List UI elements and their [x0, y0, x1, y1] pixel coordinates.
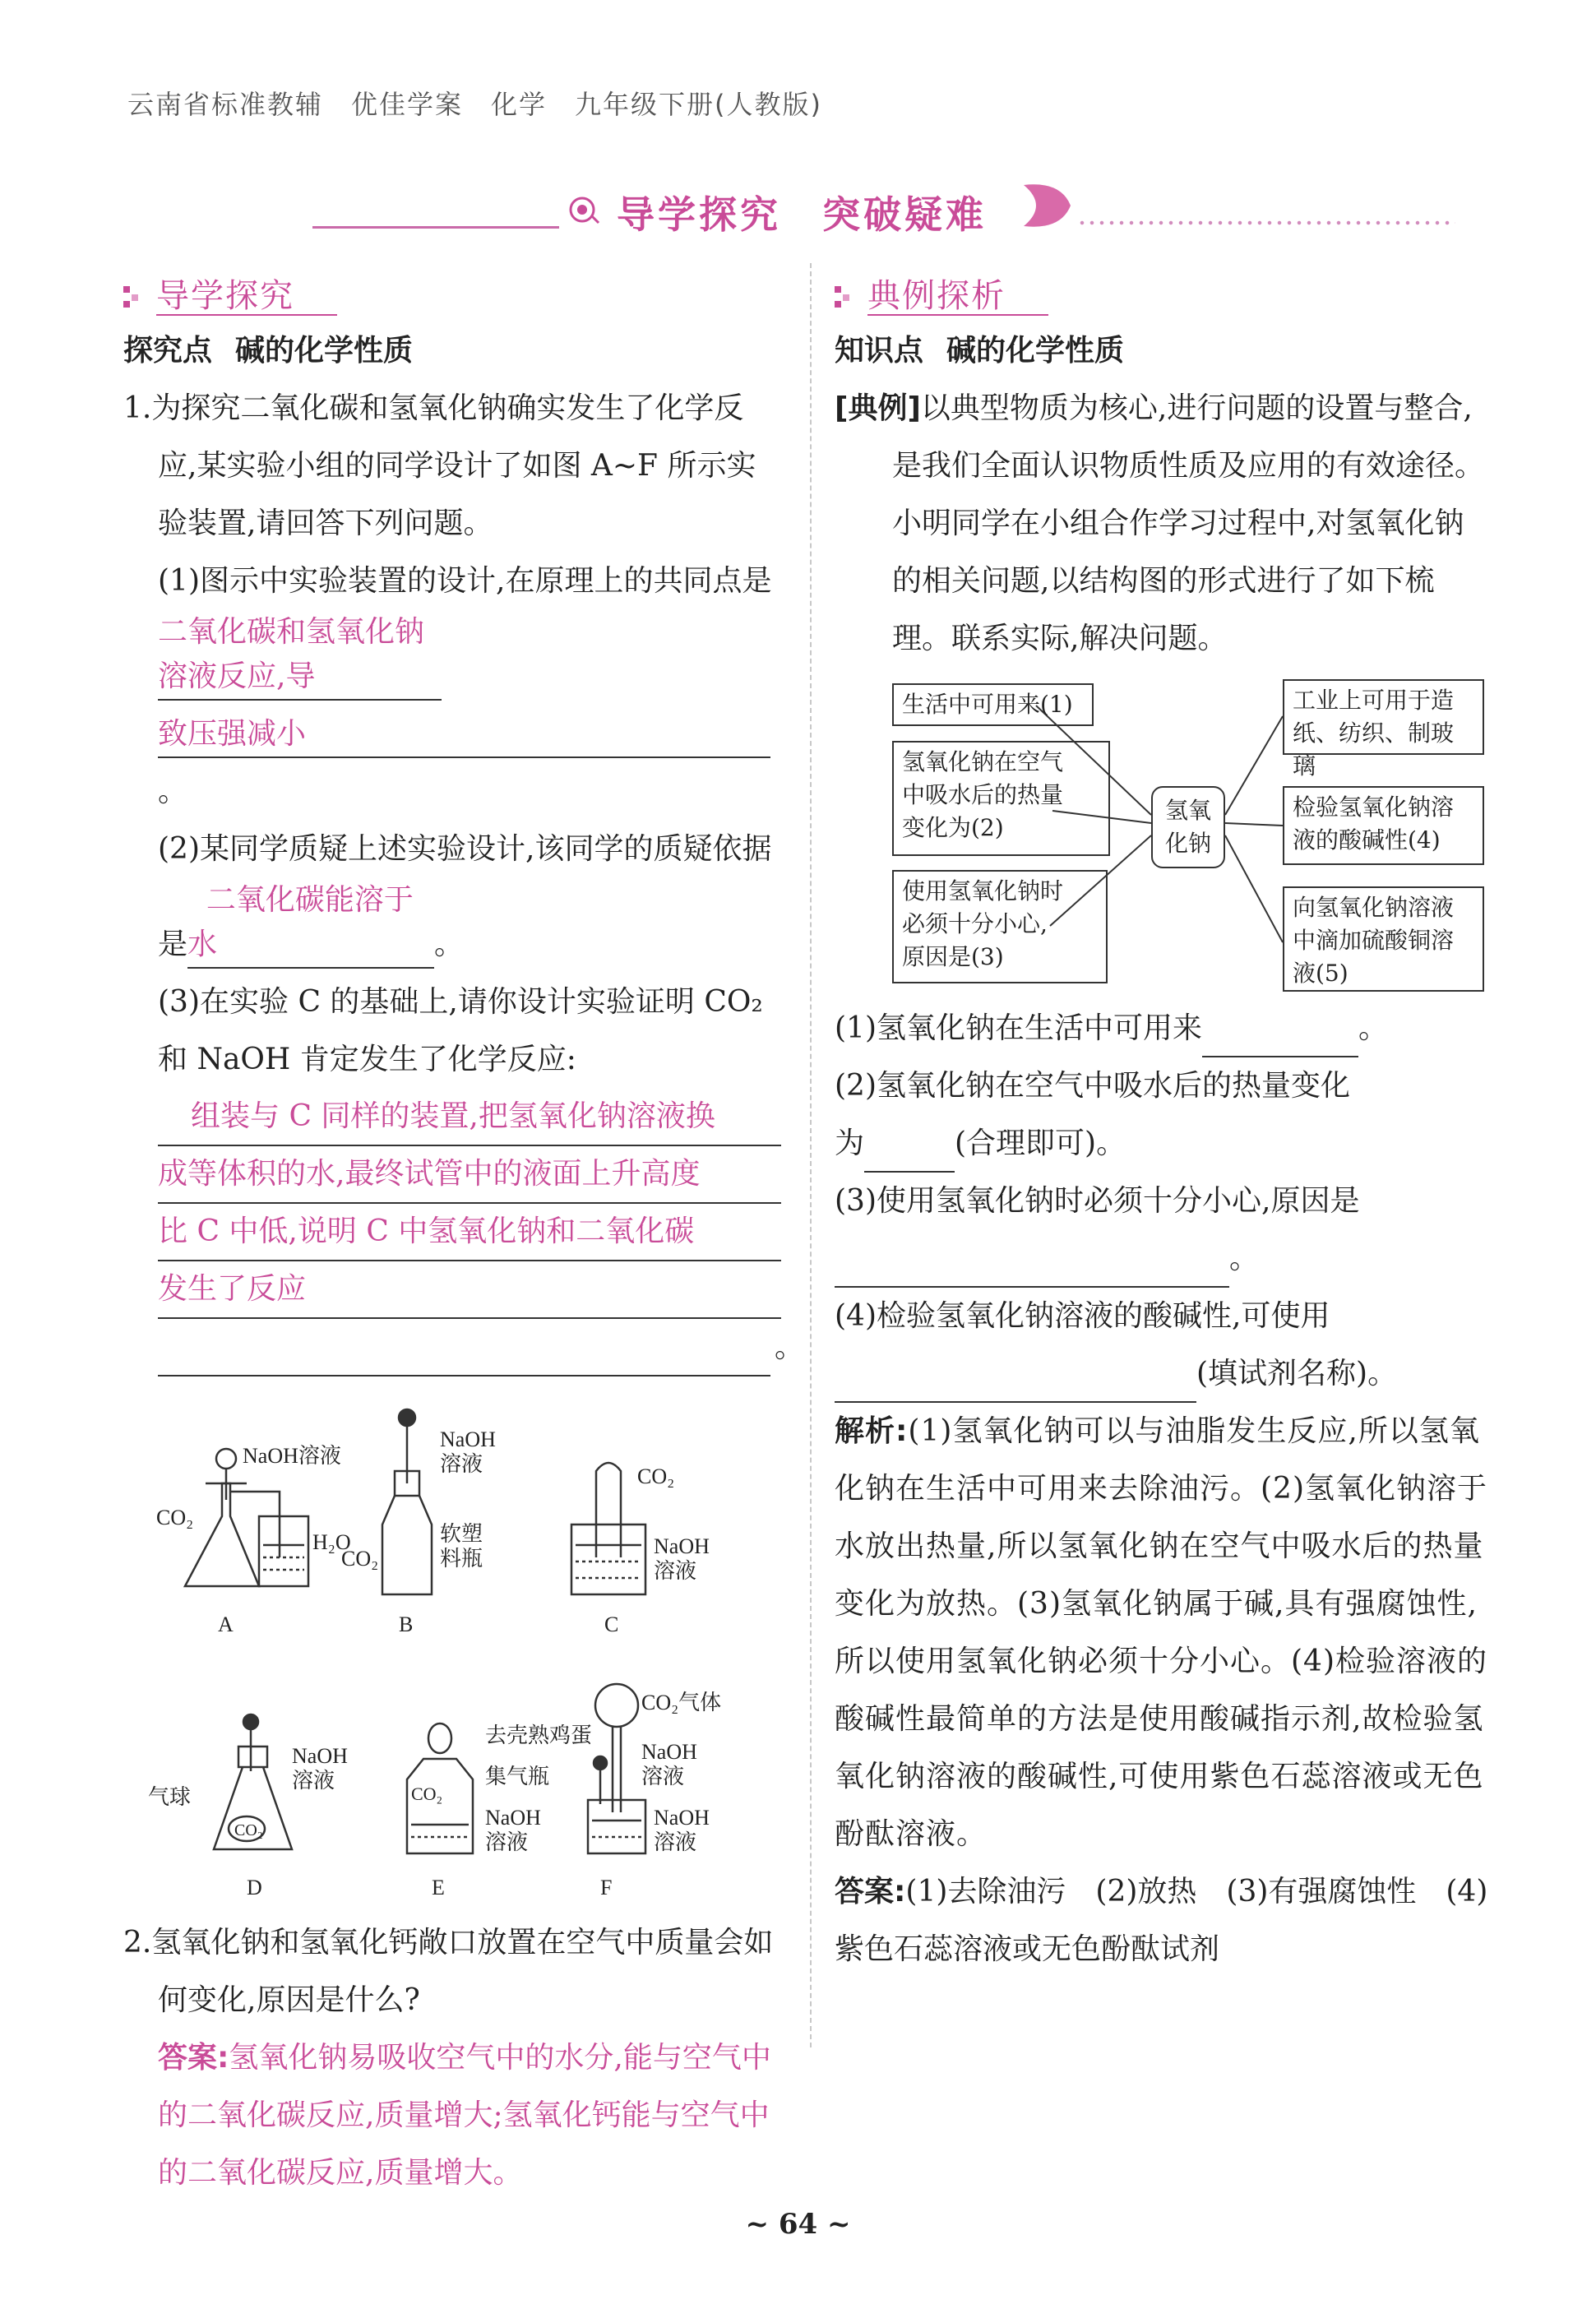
point-title: 碱的化学性质	[946, 334, 1125, 368]
point-title: 碱的化学性质	[235, 334, 414, 368]
right-answer	[835, 1863, 1492, 1978]
label-solution: 溶液	[654, 1559, 697, 1583]
banner-dots	[1077, 218, 1455, 228]
answer-line: 成等体积的水,最终试管中的液面上升高度	[158, 1146, 781, 1204]
answer-line-last	[158, 1319, 805, 1376]
label-co2: CO₂	[637, 1464, 675, 1488]
label-naoh: NaOH	[440, 1427, 496, 1451]
sentence-end: 。	[158, 775, 188, 808]
diagram-box-heat-change: 氢氧化钠在空气 中吸水后的热量 变化为(2)	[892, 741, 1110, 856]
apparatus-a	[156, 1444, 351, 1636]
banner-title: 导学探究 突破疑难	[617, 192, 987, 237]
figure-label: E	[432, 1876, 445, 1899]
section-banner	[312, 169, 1480, 243]
right-q2: (2)氢氧化钠在空气中吸水后的热量变化 为 (合理即可)。	[835, 1057, 1492, 1173]
label-solution-beaker: 溶液	[654, 1830, 697, 1854]
right-q4: (4)检验氢氧化钠溶液的酸碱性,可使用 (填试剂名称)。	[835, 1288, 1492, 1403]
answer-text: 氢氧化钠易吸收空气中的水分,能与空气中的二氧化碳反应,质量增大;氢氧化钙能与空气中的二氧化碳反应,质量增大。	[158, 2041, 771, 2190]
label-naoh: NaOH溶液	[243, 1444, 341, 1468]
right-q1: (1)氢氧化钠在生活中可用来 。	[835, 1000, 1492, 1057]
sub-question-text: (3)在实验 C 的基础上,请你设计实验证明 CO₂ 和 NaOH 肯定发生了化学反应:	[158, 985, 763, 1076]
label-naoh: NaOH	[292, 1744, 348, 1768]
figure-label: A	[218, 1612, 234, 1636]
banner-swirl-icon	[1020, 177, 1077, 234]
section-mark-icon	[835, 286, 853, 308]
diagram-box-caution: 使用氢氧化钠时 必须十分小心, 原因是(3)	[892, 870, 1108, 983]
example-text: 以典型物质为核心,进行问题的设置与整合,是我们全面认识物质性质及应用的有效途径。小明同学在小组合作学习过程中,对氢氧化钠的相关问题,以结构图的形式进行了如下梳理。联系实际,解决问题。	[892, 391, 1485, 655]
answer-line: 发生了反应	[158, 1261, 781, 1319]
figure-label: C	[604, 1612, 619, 1636]
question-text: 为探究二氧化碳和氢氧化钠确实发生了化学反应,某实验小组的同学设计了如图 A~F 所示实验装置,请回答下列问题。	[151, 391, 756, 540]
sub-question-3	[123, 974, 781, 1089]
label-solution: 溶液	[641, 1765, 685, 1788]
label-bottle: 集气瓶	[485, 1765, 550, 1788]
answer-text: (1)去除油污 (2)放热 (3)有强腐蚀性 (4)紫色石蕊溶液或无色酚酞试剂	[835, 1875, 1488, 1966]
apparatus-c	[571, 1463, 710, 1636]
banner-target-icon	[567, 193, 600, 226]
answer-line: 比 C 中低,说明 C 中氢氧化钠和二氧化碳	[158, 1204, 781, 1261]
answer-text: 致压强减小	[158, 717, 307, 751]
knowledge-point-heading	[835, 322, 1492, 380]
sub-question-1	[123, 553, 781, 821]
structure-diagram	[835, 679, 1492, 992]
label-bottle: 软塑	[440, 1522, 483, 1546]
diagram-box-acidity-test: 检验氢氧化钠溶 液的酸碱性(4)	[1283, 786, 1484, 865]
book-series-header: 云南省标准教辅 优佳学案 化学 九年级下册(人教版)	[127, 89, 822, 120]
label-solution: 溶液	[485, 1830, 529, 1854]
right-q3: (3)使用氢氧化钠时必须十分小心,原因是 。	[835, 1173, 1492, 1288]
left-section-title	[123, 263, 781, 322]
answer-blank	[158, 712, 770, 758]
label-h2o: H₂O	[312, 1530, 351, 1554]
label-solution: 溶液	[292, 1769, 335, 1793]
label-naoh-beaker: NaOH	[654, 1806, 710, 1830]
apparatus-e	[407, 1723, 592, 1899]
example-tag: [典例]	[835, 391, 921, 425]
point-label: 知识点	[835, 334, 924, 368]
analysis-text: (1)氢氧化钠可以与油脂发生反应,所以氢氧化钠在生活中可用来去除油污。(2)氢氧化钠溶于水放出热量,所以氢氧化钠在空气中吸水后的热量变化为放热。(3)氢氧化钠属于碱,具有强腐蚀性,所以使用氢氧化钠必须十分小心。(4)检验溶液的酸碱性最简单的方法是使用酸碱指示剂,故检验氢氧化钠溶液的酸碱性,可使用紫色石蕊溶液或无色酚酞溶液。	[835, 1414, 1487, 1851]
question-2-stem	[123, 1914, 781, 2029]
answer-blank: 二氧化碳和氢氧化钠溶液反应,导	[158, 610, 442, 701]
label-bottle-2: 料瓶	[440, 1547, 483, 1571]
section-title-text: 导学探究	[156, 277, 294, 315]
label-naoh: NaOH	[641, 1740, 697, 1764]
question-text: 氢氧化钠和氢氧化钙敞口放置在空气中质量会如何变化,原因是什么?	[151, 1926, 774, 2017]
section-title-underline	[867, 314, 1048, 316]
label-solution: 溶液	[440, 1452, 483, 1476]
apparatus-d	[148, 1714, 348, 1899]
sentence-end: 。	[775, 1330, 805, 1364]
answer-lines	[123, 1089, 805, 1376]
answer-label: 答案:	[158, 2041, 229, 2075]
section-mark-icon	[123, 286, 141, 308]
sub-question-2	[123, 821, 781, 974]
diagram-center-naoh: 氢氧 化钠	[1151, 786, 1225, 868]
answer-blank	[1202, 1011, 1358, 1057]
apparatus-b	[341, 1409, 496, 1636]
question-2-answer	[123, 2029, 781, 2202]
question-number: 1.	[123, 391, 152, 425]
sub-question-text: (2)某同学质疑上述实验设计,该同学的质疑依据是	[158, 832, 772, 961]
column-divider	[810, 263, 812, 2047]
example-intro	[835, 380, 1492, 668]
label-co2: CO₂	[156, 1506, 194, 1529]
figure-label: B	[399, 1612, 414, 1636]
right-section-title	[835, 263, 1492, 322]
diagram-box-copper-sulfate: 向氢氧化钠溶液 中滴加硫酸铜溶 液(5)	[1283, 886, 1484, 992]
answer-line	[158, 1319, 770, 1376]
right-column	[835, 263, 1492, 1978]
answer-blank	[187, 878, 434, 969]
left-column	[123, 263, 805, 2202]
analysis	[835, 1403, 1492, 1863]
apparatus-figure	[123, 1393, 781, 1919]
page-number: ~ 64 ~	[745, 2208, 851, 2241]
section-title-underline	[156, 314, 337, 316]
question-number: 2.	[123, 1926, 152, 1959]
figure-label: F	[600, 1876, 613, 1899]
answer-label: 答案:	[835, 1875, 906, 1909]
answer-blank	[835, 1357, 1196, 1403]
diagram-box-life-use: 生活中可用来(1)	[892, 683, 1094, 726]
answer-text: 二氧化碳能溶于水	[187, 883, 414, 961]
label-balloon: 气球	[148, 1785, 192, 1809]
label-egg: 去壳熟鸡蛋	[485, 1723, 593, 1747]
label-co2: CO₂	[341, 1547, 379, 1571]
banner-rule	[312, 226, 559, 229]
label-co2: CO₂	[411, 1784, 443, 1804]
figure-label: D	[247, 1876, 262, 1899]
answer-line: 组装与 C 同样的装置,把氢氧化钠溶液换	[158, 1089, 781, 1146]
question-1-stem	[123, 380, 781, 553]
section-title-text: 典例探析	[867, 277, 1006, 315]
label-co2-gas: CO₂气体	[641, 1691, 722, 1714]
label-naoh: NaOH	[654, 1534, 710, 1558]
sentence-end: 。	[434, 928, 465, 961]
answer-blank	[835, 1242, 1229, 1288]
point-label: 探究点	[123, 334, 213, 368]
inquiry-point-heading	[123, 322, 781, 380]
analysis-label: 解析:	[835, 1414, 909, 1448]
apparatus-f	[588, 1684, 721, 1899]
label-naoh: NaOH	[485, 1806, 541, 1830]
answer-blank	[864, 1127, 955, 1173]
label-co2: CO₂	[234, 1821, 263, 1839]
sub-question-text: (1)图示中实验装置的设计,在原理上的共同点是	[158, 564, 772, 598]
diagram-box-industry: 工业上可用于造 纸、纺织、制玻璃	[1283, 679, 1484, 755]
